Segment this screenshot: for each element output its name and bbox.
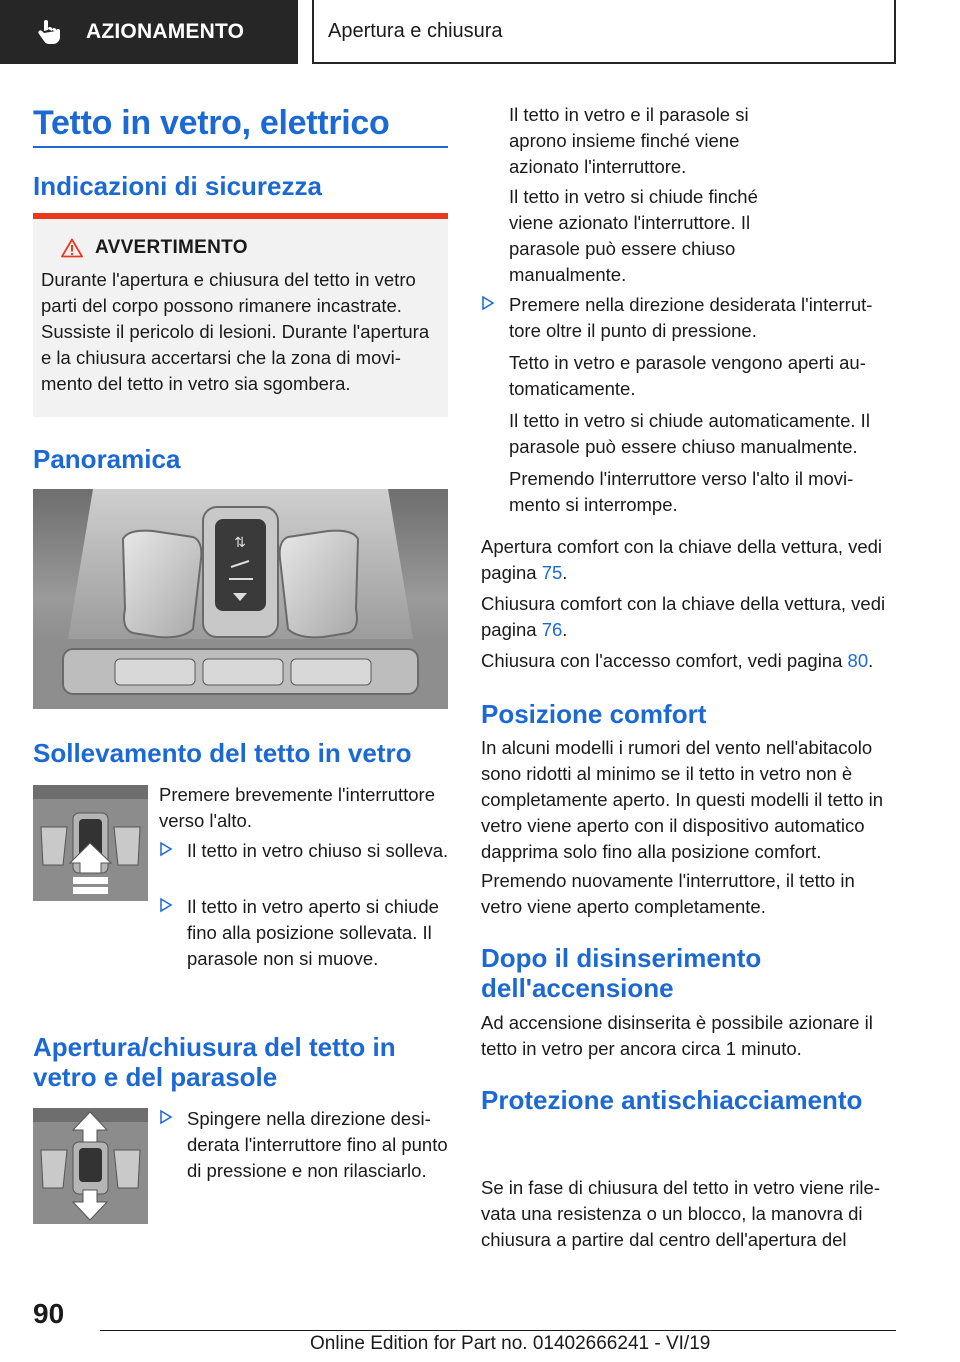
hand-pointer-icon [34,17,64,47]
footer-divider [100,1330,896,1331]
general-text: Se in fase di chiusura del tetto in vetro viene rilevata una resistenza o un blocco, la manovra di chiusura a partire dal centro dell'apertura del [481,1177,880,1250]
triangle-bullet-icon [159,841,173,857]
continued-paragraph: Il tetto in vetro si chiude finché viene azionato l'interruttore. Il parasole può essere chiuso manualmente. [509,186,758,285]
section-label: AZIONAMENTO [86,20,245,43]
comfort-position-text: In alcuni modelli i rumori del vento nell'abitacolo sono ridotti al minimo se il tetto in vetro non è completamente aperto. In questi modelli il tetto in vetro viene aperto con il dispositivo automatico dapprima solo fino alla posizione comfort. [481,737,884,862]
comfort-close-reference: Chiusura comfort con la chiave della vettura, vedi pagina 76. [481,593,886,640]
footer-edition: Online Edition for Part no. 01402666241 - VI/19 [310,1333,711,1354]
page-number: 90 [33,1298,65,1329]
comfort-access-reference: Chiusura con l'accesso comfort, vedi pagina 80. [481,650,874,671]
bullet-detail: Premendo l'interruttore verso l'alto il movimento si interrompe. [509,468,854,515]
bullet-detail: Tetto in vetro e parasole vengono aperti automaticamente. [509,352,866,399]
page-link-80[interactable]: 80 [847,650,869,671]
page-link-75[interactable]: 75 [541,562,563,583]
title-divider [33,146,448,148]
pinch-protection-heading: Protezione antischiacciamento [481,1085,863,1115]
overview-image [33,489,448,709]
triangle-bullet-icon [159,897,173,913]
page-title: Tetto in vetro, elettrico [33,104,390,142]
comfort-position-heading: Posizione comfort [481,699,707,729]
open-close-image [33,1108,148,1224]
open-close-heading: Apertura/chiusura del tetto in vetro e del parasole [33,1032,396,1092]
after-ignition-heading: Dopo il disinserimento dell'accensione [481,943,762,1003]
safety-heading: Indicazioni di sicurezza [33,171,322,201]
comfort-open-reference: Apertura comfort con la chiave della vettura, vedi pagina 75. [481,536,883,583]
list-item: Il tetto in vetro chiuso si solleva. [159,838,449,864]
list-item: Il tetto in vetro aperto si chiude fino alla posizione sollevata. Il parasole non si muove. [159,894,449,972]
warning-triangle-icon [61,238,83,258]
svg-text:⇅: ⇅ [234,535,246,551]
warning-text: Durante l'apertura e chiusura del tetto in vetro parti del corpo possono rimanere incastrate. Sussiste il pericolo di lesioni. Durante l'apertura e la chiusura accertarsi che la zona di movimento del tetto in vetro sia sgombera. [41,269,430,394]
page-link-76[interactable]: 76 [541,619,563,640]
chapter-label: Apertura e chiusura [328,20,503,42]
triangle-bullet-icon [481,295,495,311]
warning-header [61,237,440,259]
bullet-detail: Il tetto in vetro si chiude automaticamente. Il parasole può essere chiuso manualmente. [509,410,870,457]
comfort-position-text: Premendo nuovamente l'interruttore, il tetto in vetro viene aperto completamente. [481,870,855,917]
warning-box [33,219,448,417]
list-item: Premere nella direzione desiderata l'interruttore oltre il punto di pressione. [481,292,897,344]
overview-heading: Panoramica [33,444,181,474]
list-item: Spingere nella direzione desiderata l'interruttore fino al punto di pressione e non rilasciarlo. [159,1106,449,1184]
warning-title: AVVERTIMENTO [95,237,248,258]
triangle-bullet-icon [159,1109,173,1125]
after-ignition-text: Ad accensione disinserita è possibile azionare il tetto in vetro per ancora circa 1 minuto. [481,1012,873,1059]
chapter-tab [312,0,896,64]
section-header [0,0,298,64]
raise-intro: Premere brevemente l'interruttore verso l'alto. [159,784,436,831]
raise-image [33,785,148,901]
raise-heading: Sollevamento del tetto in vetro [33,738,412,768]
continued-paragraph: Il tetto in vetro e il parasole si aprono insieme finché viene azionato l'interruttore. [509,104,749,177]
